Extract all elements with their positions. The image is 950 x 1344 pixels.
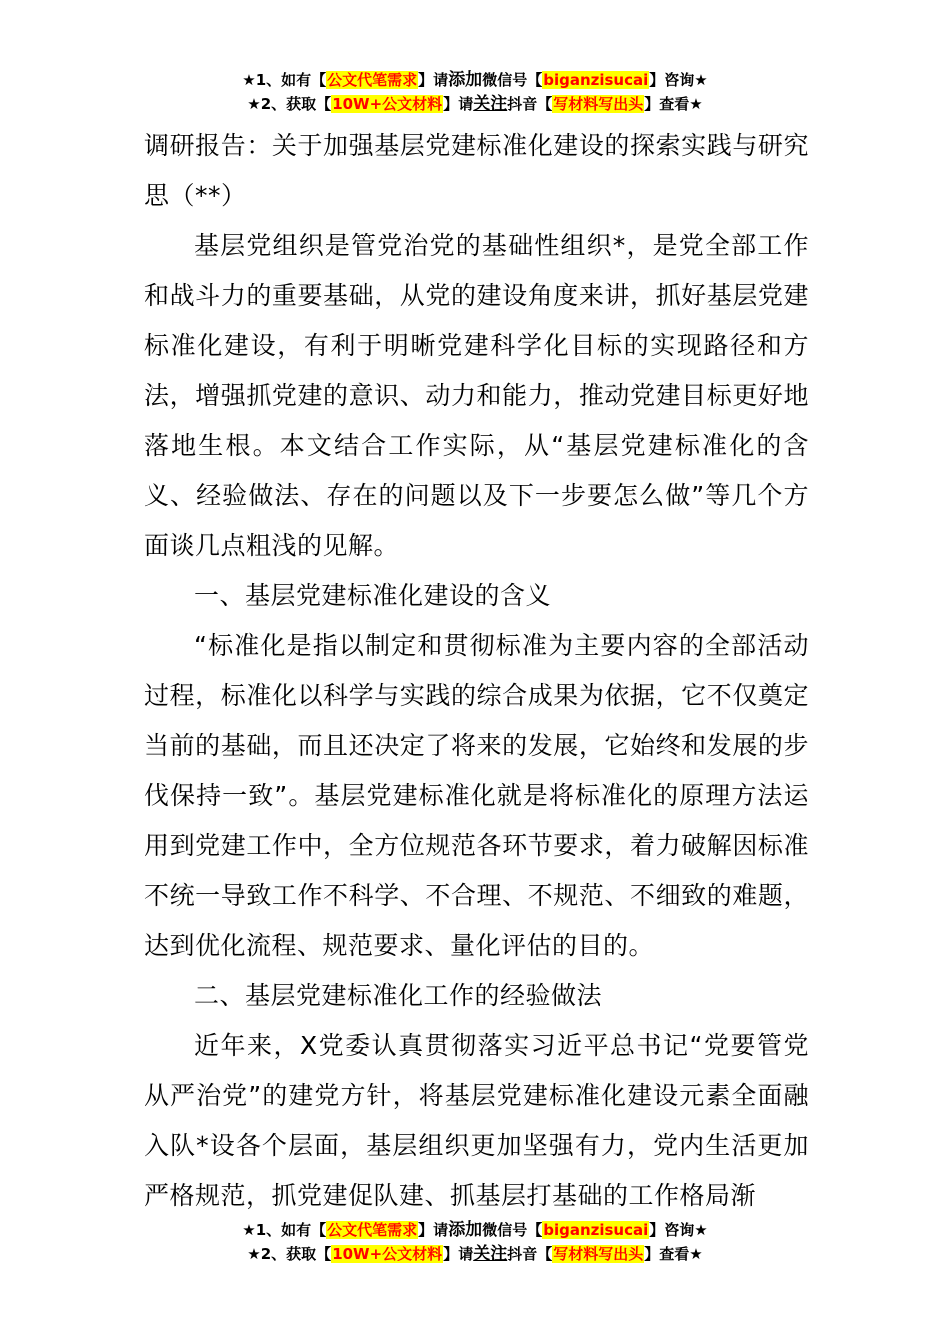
promo-douyin-id: 写材料写出头 [553, 1245, 644, 1263]
promo-highlight: 10W+公文材料 [332, 95, 443, 113]
promo-emphasis: 关注 [473, 1244, 508, 1264]
promo-wechat-id: biganzisucai [543, 71, 649, 89]
promo-line-2 [0, 1242, 950, 1266]
promo-emphasis: 关注 [473, 94, 508, 114]
promo-text: ★2、获取【 [247, 95, 332, 113]
document-title: 调研报告：关于加强基层党建标准化建设的探索实践与研究思（**） [144, 131, 809, 210]
promo-banner-top [0, 68, 950, 116]
paragraph-intro: 基层党组织是管党治党的基础性组织*，是党全部工作和战斗力的重要基础，从党的建设角度来讲，抓好基层党建标准化建设，有利于明晰党建科学化目标的实现路径和方法，增强抓党建的意识、动力和能力，推动党建目标更好地落地生根。本文结合工作实际，从“基层党建标准化的含义、经验做法、存在的问题以及下一步要怎么做”等几个方面谈几点粗浅的见解。 [144, 231, 809, 560]
promo-douyin-id: 写材料写出头 [553, 95, 644, 113]
promo-line-2 [0, 92, 950, 116]
promo-line-1 [0, 1218, 950, 1242]
promo-text: 】请 [443, 1245, 474, 1263]
promo-text: 】请 [418, 71, 449, 89]
promo-text: ★1、如有【 [242, 1221, 327, 1239]
promo-text: 】咨询★ [649, 1221, 708, 1239]
promo-text: 抖音【 [507, 1245, 553, 1263]
paragraph-experience: 近年来，X党委认真贯彻落实习近平总书记“党要管党从严治党”的建党方针，将基层党建标准化建设元素全面融入队*设各个层面，基层组织更加坚强有力，党内生活更加严格规范，抓党建促队建、抓基层打基础的工作格局渐 [144, 1031, 809, 1210]
promo-banner-bottom [0, 1218, 950, 1266]
promo-text: 抖音【 [507, 95, 553, 113]
promo-text: 】请 [443, 95, 474, 113]
promo-highlight: 公文代笔需求 [327, 1221, 418, 1239]
promo-text: 】请 [418, 1221, 449, 1239]
section-heading-2: 二、基层党建标准化工作的经验做法 [194, 981, 603, 1010]
promo-text: 微信号【 [482, 1221, 543, 1239]
promo-highlight: 公文代笔需求 [327, 71, 418, 89]
promo-text: 】查看★ [644, 95, 703, 113]
promo-emphasis: 添加 [448, 1220, 483, 1240]
promo-highlight: 10W+公文材料 [332, 1245, 443, 1263]
promo-text: 】咨询★ [649, 71, 708, 89]
promo-text: 】查看★ [644, 1245, 703, 1263]
section-heading-1: 一、基层党建标准化建设的含义 [194, 581, 552, 610]
promo-text: 微信号【 [482, 71, 543, 89]
promo-emphasis: 添加 [448, 70, 483, 90]
promo-wechat-id: biganzisucai [543, 1221, 649, 1239]
paragraph-definition: “标准化是指以制定和贯彻标准为主要内容的全部活动过程，标准化以科学与实践的综合成果为依据，它不仅奠定当前的基础，而且还决定了将来的发展，它始终和发展的步伐保持一致”。基层党建标准化就是将标准化的原理方法运用到党建工作中，全方位规范各环节要求，着力破解因标准不统一导致工作不科学、不合理、不规范、不细致的难题，达到优化流程、规范要求、量化评估的目的。 [144, 631, 809, 960]
promo-text: ★1、如有【 [242, 71, 327, 89]
promo-text: ★2、获取【 [247, 1245, 332, 1263]
promo-line-1 [0, 68, 950, 92]
document-body [144, 121, 809, 1221]
